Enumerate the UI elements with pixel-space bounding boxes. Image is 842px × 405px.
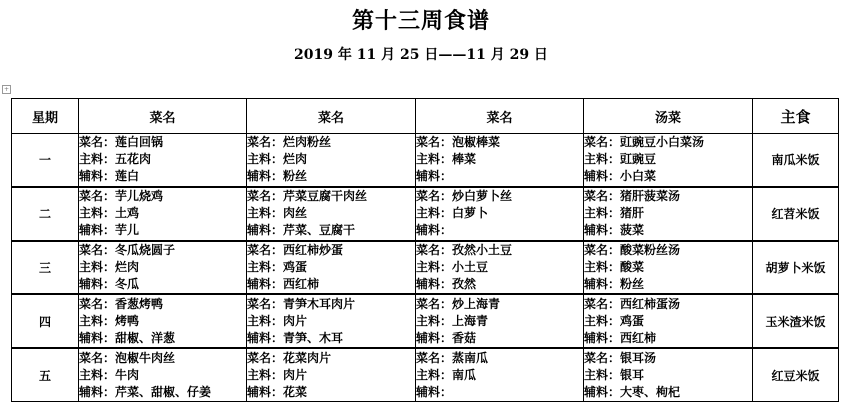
field-label: 辅料： [79, 276, 116, 291]
weekly-menu-table [11, 98, 839, 402]
field-label: 主料： [247, 313, 284, 328]
field-label: 菜名： [247, 242, 284, 257]
field-value: 青笋、木耳 [283, 330, 344, 345]
field-value: 青笋木耳肉片 [283, 296, 356, 311]
dish-name-line [247, 296, 415, 313]
field-value: 花菜肉片 [283, 350, 332, 365]
main-ingredient-line [79, 259, 246, 276]
field-label: 主料： [79, 313, 116, 328]
dish-cell [247, 134, 416, 187]
dish-name-line [584, 134, 752, 151]
field-value: 粉丝 [283, 169, 308, 184]
field-label: 辅料： [247, 223, 284, 238]
field-value: 酸菜 [620, 259, 645, 274]
field-value: 银耳 [620, 367, 645, 382]
field-value: 牛肉 [115, 367, 140, 382]
field-label: 菜名： [584, 296, 621, 311]
main-ingredient-line [79, 205, 246, 222]
aux-ingredient-line [584, 168, 752, 185]
dish-name-line [416, 188, 583, 205]
field-label: 菜名： [247, 135, 284, 150]
field-label: 主料： [79, 206, 116, 221]
field-value: 白萝卜 [452, 206, 489, 221]
field-value: 芹菜、豆腐干 [283, 223, 356, 238]
field-label: 主料： [416, 367, 453, 382]
weekday-cell: 四 [12, 294, 79, 348]
field-label: 菜名： [79, 189, 116, 204]
field-label: 主料： [247, 206, 284, 221]
dish-name-line [584, 350, 752, 367]
field-value: 西红柿 [283, 276, 320, 291]
dish-cell [247, 241, 416, 295]
field-label: 辅料： [416, 169, 453, 184]
field-value: 芋儿烧鸡 [115, 189, 164, 204]
main-ingredient-line [416, 151, 583, 168]
field-value: 南瓜 [452, 367, 477, 382]
dish-cell [247, 348, 416, 401]
field-label: 辅料： [79, 169, 116, 184]
field-label: 菜名： [79, 135, 116, 150]
field-value: 肉片 [283, 313, 308, 328]
field-value: 冬瓜 [115, 276, 140, 291]
field-label: 主料： [416, 152, 453, 167]
field-label: 辅料： [416, 330, 453, 345]
field-value: 大枣、枸杞 [620, 384, 681, 399]
soup-cell [584, 294, 753, 348]
field-value: 莲白回锅 [115, 135, 164, 150]
field-label: 辅料： [584, 276, 621, 291]
aux-ingredient-line [79, 330, 246, 347]
field-label: 菜名： [584, 135, 621, 150]
main-ingredient-line [584, 313, 752, 330]
field-value: 炒白萝卜丝 [452, 189, 513, 204]
header-soup: 汤菜 [584, 99, 753, 134]
header-dish-1: 菜名 [79, 99, 247, 134]
field-label: 辅料： [584, 384, 621, 399]
main-ingredient-line [247, 151, 415, 168]
aux-ingredient-line [247, 384, 415, 401]
field-value: 孜然 [452, 276, 477, 291]
staple-cell: 南瓜米饭 [753, 134, 839, 187]
soup-cell [584, 241, 753, 295]
field-label: 主料： [584, 367, 621, 382]
field-value: 鸡蛋 [620, 313, 645, 328]
field-value: 烂肉 [283, 152, 308, 167]
dish-cell [79, 241, 247, 295]
field-value: 蒸南瓜 [452, 350, 489, 365]
field-value: 五花肉 [115, 152, 152, 167]
field-value: 香葱烤鸭 [115, 296, 164, 311]
field-value: 莲白 [115, 169, 140, 184]
header-staple: 主食 [753, 99, 839, 134]
aux-ingredient-line [584, 330, 752, 347]
aux-ingredient-line [416, 276, 583, 293]
main-ingredient-line [79, 151, 246, 168]
field-value: 芋儿 [115, 223, 140, 238]
dish-name-line [79, 188, 246, 205]
field-label: 主料： [247, 367, 284, 382]
table-row [12, 348, 839, 401]
field-label: 主料： [584, 313, 621, 328]
dish-name-line [416, 350, 583, 367]
header-dish-2: 菜名 [247, 99, 416, 134]
dish-name-line [584, 188, 752, 205]
field-value: 棒菜 [452, 152, 477, 167]
main-ingredient-line [247, 313, 415, 330]
field-label: 菜名： [416, 135, 453, 150]
field-value: 粉丝 [620, 276, 645, 291]
field-label: 主料： [79, 259, 116, 274]
field-value: 鸡蛋 [283, 259, 308, 274]
field-label: 菜名： [79, 350, 116, 365]
weekday-cell: 一 [12, 134, 79, 187]
field-label: 主料： [247, 152, 284, 167]
aux-ingredient-line [416, 168, 583, 185]
dish-cell [247, 187, 416, 241]
dish-name-line [584, 296, 752, 313]
staple-cell: 玉米渣米饭 [753, 294, 839, 348]
dish-name-line [416, 242, 583, 259]
main-ingredient-line [247, 259, 415, 276]
field-value: 猪肝 [620, 206, 645, 221]
field-value: 炒上海青 [452, 296, 501, 311]
field-label: 主料： [79, 367, 116, 382]
field-label: 辅料： [584, 330, 621, 345]
soup-cell [584, 134, 753, 187]
field-value: 上海青 [452, 313, 489, 328]
field-label: 主料： [79, 152, 116, 167]
dish-name-line [79, 350, 246, 367]
field-label: 辅料： [247, 330, 284, 345]
field-label: 菜名： [416, 350, 453, 365]
field-value: 小土豆 [452, 259, 489, 274]
field-value: 花菜 [283, 384, 308, 399]
aux-ingredient-line [79, 384, 246, 401]
dish-name-line [79, 134, 246, 151]
field-label: 主料： [584, 259, 621, 274]
field-value: 烂肉 [115, 259, 140, 274]
weekday-cell: 三 [12, 241, 79, 295]
field-label: 辅料： [247, 169, 284, 184]
field-label: 主料： [416, 313, 453, 328]
field-value: 西红柿炒蛋 [283, 242, 344, 257]
aux-ingredient-line [247, 222, 415, 239]
field-label: 辅料： [79, 330, 116, 345]
field-value: 香菇 [452, 330, 477, 345]
field-value: 烂肉粉丝 [283, 135, 332, 150]
table-row [12, 241, 839, 295]
main-ingredient-line [79, 313, 246, 330]
field-value: 泡椒棒菜 [452, 135, 501, 150]
field-value: 菠菜 [620, 223, 645, 238]
field-value: 芹菜、甜椒、仔姜 [115, 384, 212, 399]
field-value: 芹菜豆腐干肉丝 [283, 189, 368, 204]
field-label: 菜名： [584, 242, 621, 257]
main-ingredient-line [79, 367, 246, 384]
field-value: 泡椒牛肉丝 [115, 350, 176, 365]
header-dish-3: 菜名 [416, 99, 584, 134]
field-label: 辅料： [79, 384, 116, 399]
field-value: 豇豌豆 [620, 152, 657, 167]
dish-cell [79, 134, 247, 187]
aux-ingredient-line [584, 276, 752, 293]
staple-cell: 胡萝卜米饭 [753, 241, 839, 295]
field-value: 西红柿 [620, 330, 657, 345]
field-value: 银耳汤 [620, 350, 657, 365]
field-value: 肉片 [283, 367, 308, 382]
field-value: 西红柿蛋汤 [620, 296, 681, 311]
aux-ingredient-line [79, 276, 246, 293]
main-ingredient-line [584, 205, 752, 222]
field-label: 主料： [584, 206, 621, 221]
aux-ingredient-line [416, 330, 583, 347]
dish-cell [416, 187, 584, 241]
field-label: 辅料： [247, 276, 284, 291]
field-label: 菜名： [247, 350, 284, 365]
field-label: 辅料： [416, 223, 453, 238]
dish-name-line [79, 242, 246, 259]
header-row [12, 99, 839, 134]
field-label: 辅料： [416, 384, 453, 399]
field-value: 烤鸭 [115, 313, 140, 328]
aux-ingredient-line [584, 222, 752, 239]
dish-name-line [247, 242, 415, 259]
aux-ingredient-line [584, 384, 752, 401]
dish-cell [416, 241, 584, 295]
header-weekday: 星期 [12, 99, 79, 134]
staple-cell: 红豆米饭 [753, 348, 839, 401]
field-value: 酸菜粉丝汤 [620, 242, 681, 257]
table-move-handle-icon[interactable]: + [3, 86, 10, 93]
field-value: 冬瓜烧圆子 [115, 242, 176, 257]
field-label: 主料： [584, 152, 621, 167]
field-label: 菜名： [416, 242, 453, 257]
field-label: 菜名： [79, 242, 116, 257]
field-label: 主料： [416, 259, 453, 274]
staple-cell: 红苕米饭 [753, 187, 839, 241]
field-label: 菜名： [584, 189, 621, 204]
dish-name-line [247, 350, 415, 367]
aux-ingredient-line [247, 168, 415, 185]
field-value: 小白菜 [620, 169, 657, 184]
aux-ingredient-line [247, 276, 415, 293]
field-value: 猪肝菠菜汤 [620, 189, 681, 204]
dish-cell [416, 134, 584, 187]
main-ingredient-line [416, 313, 583, 330]
main-ingredient-line [416, 259, 583, 276]
table-row [12, 294, 839, 348]
main-ingredient-line [584, 151, 752, 168]
weekday-cell: 五 [12, 348, 79, 401]
field-value: 孜然小土豆 [452, 242, 513, 257]
field-value: 肉丝 [283, 206, 308, 221]
dish-cell [79, 187, 247, 241]
aux-ingredient-line [247, 330, 415, 347]
dish-cell [416, 348, 584, 401]
field-label: 辅料： [79, 223, 116, 238]
field-value: 甜椒、洋葱 [115, 330, 176, 345]
main-ingredient-line [416, 367, 583, 384]
soup-cell [584, 348, 753, 401]
dish-cell [416, 294, 584, 348]
soup-cell [584, 187, 753, 241]
field-label: 辅料： [584, 169, 621, 184]
field-label: 菜名： [416, 296, 453, 311]
field-label: 辅料： [416, 276, 453, 291]
dish-cell [247, 294, 416, 348]
table-row [12, 134, 839, 187]
weekday-cell: 二 [12, 187, 79, 241]
field-label: 主料： [416, 206, 453, 221]
main-ingredient-line [247, 205, 415, 222]
field-label: 主料： [247, 259, 284, 274]
field-label: 菜名： [79, 296, 116, 311]
field-value: 土鸡 [115, 206, 140, 221]
main-ingredient-line [247, 367, 415, 384]
aux-ingredient-line [79, 168, 246, 185]
dish-name-line [247, 188, 415, 205]
dish-name-line [79, 296, 246, 313]
table-row [12, 187, 839, 241]
dish-name-line [416, 134, 583, 151]
field-label: 菜名： [416, 189, 453, 204]
dish-name-line [416, 296, 583, 313]
aux-ingredient-line [416, 384, 583, 401]
page-title: 第十三周食谱 [351, 8, 490, 34]
dish-cell [79, 348, 247, 401]
dish-cell [79, 294, 247, 348]
field-label: 辅料： [247, 384, 284, 399]
main-ingredient-line [416, 205, 583, 222]
aux-ingredient-line [79, 222, 246, 239]
aux-ingredient-line [416, 222, 583, 239]
dish-name-line [247, 134, 415, 151]
field-value: 豇豌豆小白菜汤 [620, 135, 705, 150]
field-label: 菜名： [247, 296, 284, 311]
dish-name-line [584, 242, 752, 259]
field-label: 菜名： [584, 350, 621, 365]
date-range: 2019 年 11 月 25 日——11 月 29 日 [294, 47, 548, 63]
main-ingredient-line [584, 367, 752, 384]
main-ingredient-line [584, 259, 752, 276]
field-label: 辅料： [584, 223, 621, 238]
field-label: 菜名： [247, 189, 284, 204]
